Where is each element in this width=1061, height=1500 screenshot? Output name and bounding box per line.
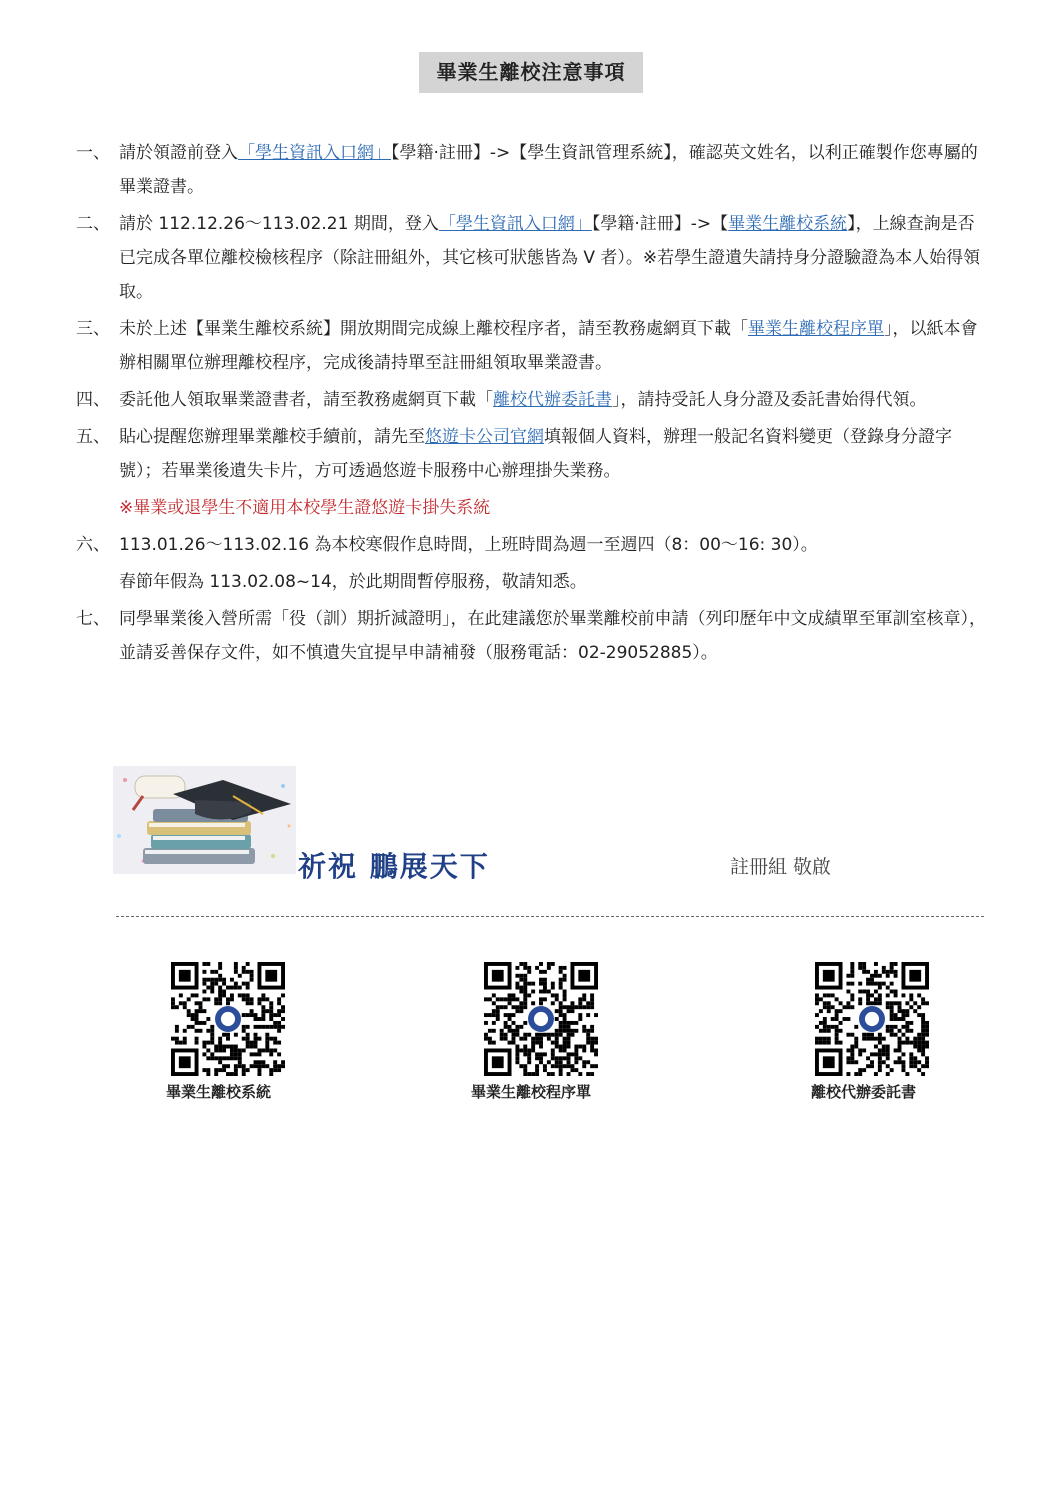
proxy-authorization-link[interactable]: 離校代辦委託書 [493,390,612,410]
qr-code-procedure-form[interactable] [484,962,598,1076]
student-portal-link[interactable]: 「學生資訊入口網」 [238,143,391,163]
item-text: 同學畢業後入營所需「役（訓）期折減證明」，在此建議您於畢業離校前申請（列印歷年中文成績單至軍訓室核章），並請妥善保存文件，如不慎遺失宜提早申請補發（服務電話：02-29052885）。 [119,609,986,663]
list-item-6 [76,528,988,562]
item-number: 一、 [76,143,110,163]
text-span: 請於領證前登入 [119,143,238,163]
text-span: 】，上線查詢是否已完成各單位離校檢核程序（除註冊組外，其它核可狀態皆為 V 者）。※若學生證遺失請持身分證驗證為本人始得領取。 [119,214,981,302]
graduation-illustration [113,766,296,874]
notice-list [76,136,988,673]
page-title: 畢業生離校注意事項 [419,52,643,93]
list-item-3 [76,312,988,380]
text-span: 委託他人領取畢業證書者，請至教務處網頁下載「 [119,390,493,410]
blessing-text: 祈祝 鵬展天下 [298,850,490,883]
qr-code-leaving-system[interactable] [171,962,285,1076]
item-number: 二、 [76,214,110,234]
student-portal-link[interactable]: 「學生資訊入口網」 [438,214,592,234]
list-item-1 [76,136,988,204]
item-number: 六、 [76,535,110,555]
leaving-procedure-form-link[interactable]: 畢業生離校程序單 [748,319,884,339]
qr-label: 畢業生離校程序單 [471,1083,592,1101]
divider [116,916,984,917]
signoff-text: 註冊組 敬啟 [730,856,832,878]
text-span: 貼心提醒您辦理畢業離校手續前，請先至 [119,427,425,447]
holiday-note: 春節年假為 113.02.08~14，於此期間暫停服務，敬請知悉。 [119,572,587,592]
list-item-2 [76,207,988,309]
item-number: 五、 [76,427,110,447]
qr-code-proxy-form[interactable] [815,962,929,1076]
text-span: 填報個人資料，辦理一般記名資料變更（登錄身分證字號）；若畢業後遺失卡片，方可透過悠遊卡服務中心辦理掛失業務。 [119,427,952,481]
graduate-leaving-system-link[interactable]: 畢業生離校系統 [728,214,848,234]
text-span: 」，以紙本會辦相關單位辦理離校程序，完成後請持單至註冊組領取畢業證書。 [119,319,978,373]
text-span: 【學籍‧註冊】->【學生資訊管理系統】，確認英文姓名，以利正確製作您專屬的畢業證書。 [119,143,978,197]
list-item-4 [76,383,988,417]
text-span: 」，請持受託人身分證及委託書始得代領。 [612,390,927,410]
item-text [119,207,988,309]
text-span: 未於上述【畢業生離校系統】開放期間完成線上離校程序者，請至教務處網頁下載「 [119,319,748,339]
item-number: 三、 [76,319,110,339]
text-span: 請於 112.12.26～113.02.21 期間，登入 [119,214,439,234]
qr-label: 畢業生離校系統 [166,1083,272,1101]
easycard-warning-note: ※畢業或退學生不適用本校學生證悠遊卡掛失系統 [119,498,491,518]
list-item-5 [76,420,988,488]
item-text: 113.01.26～113.02.16 為本校寒假作息時間，上班時間為週一至週四（8：00～16: 30）。 [119,535,818,555]
item-text [119,312,988,380]
item-number: 四、 [76,390,110,410]
item-text [119,383,988,417]
list-item-7 [76,602,988,670]
item-number: 七、 [76,609,110,629]
item-text [119,136,988,204]
item-text [119,420,988,488]
text-span: 【學籍‧註冊】->【 [591,214,729,234]
easycard-website-link[interactable]: 悠遊卡公司官網 [425,427,544,447]
qr-label: 離校代辦委託書 [811,1083,917,1101]
